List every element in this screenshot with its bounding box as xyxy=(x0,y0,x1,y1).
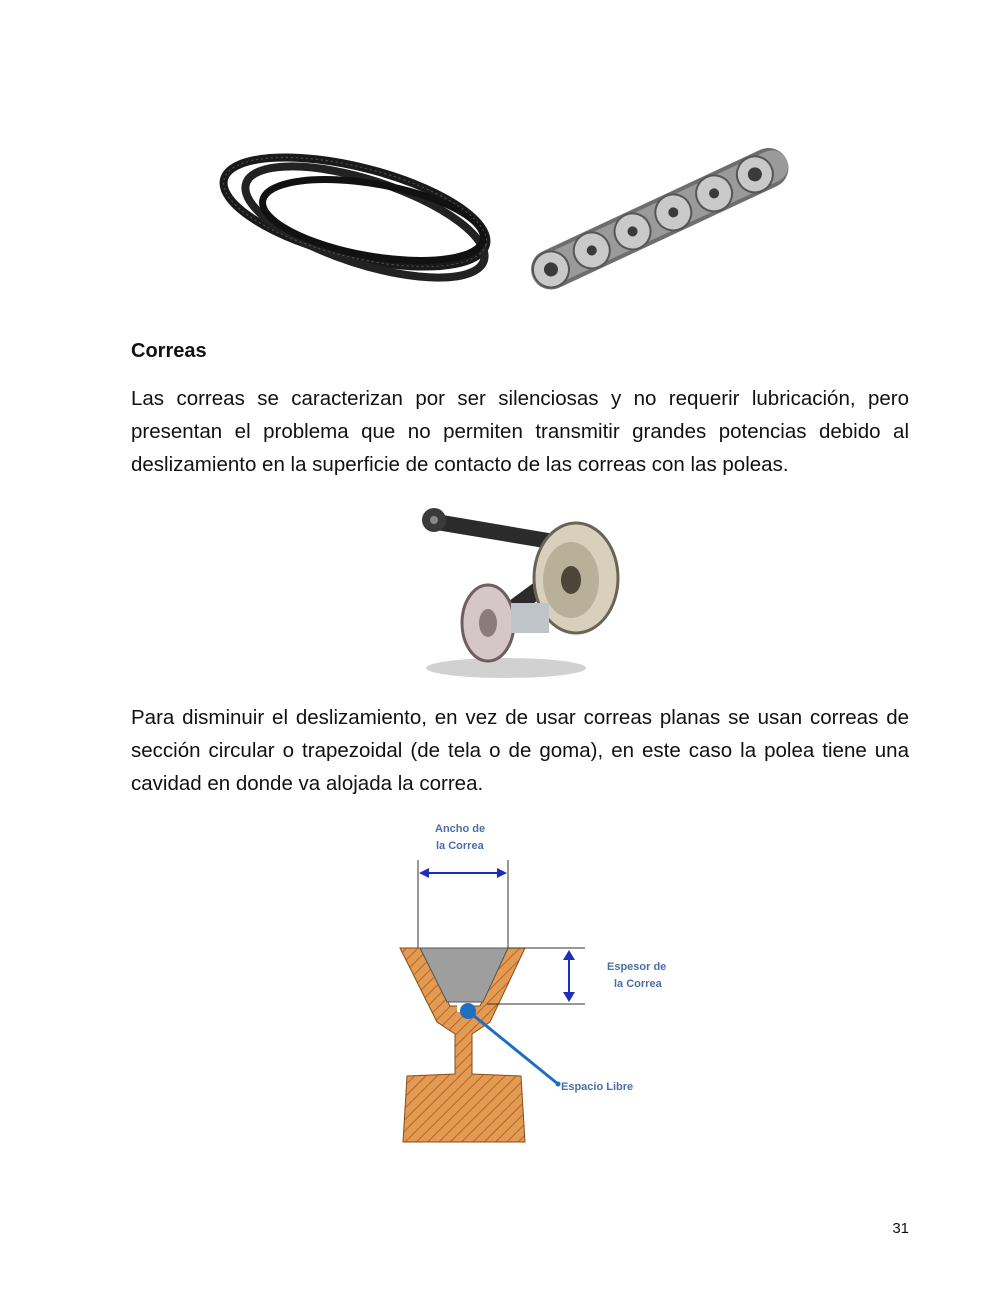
belt-pulley-image xyxy=(416,498,626,688)
width-label-line1: Ancho de xyxy=(435,823,486,835)
page-number: 31 xyxy=(892,1220,909,1237)
free-space-leader xyxy=(468,1011,558,1084)
timing-belt-image xyxy=(215,150,500,290)
section-heading: Correas xyxy=(131,340,207,362)
roller-chain-image xyxy=(510,138,805,303)
thickness-label-line1: Espesor de xyxy=(607,961,667,973)
free-space-label: Espacio Libre xyxy=(561,1081,634,1093)
width-label-line2: la Correa xyxy=(436,840,484,852)
v-belt-diagram xyxy=(395,812,695,1152)
paragraph-trapezoidal: Para disminuir el deslizamiento, en vez de usar correas planas se usan correas de sección circular o trapezoidal (de tela o de goma), en este caso la polea tiene una cavidad en donde va alojada la correa. xyxy=(131,706,909,795)
thickness-label-line2: la Correa xyxy=(614,978,662,990)
paragraph-belts: Las correas se caracterizan por ser silenciosas y no requerir lubricación, pero presentan el problema que no permiten transmitir grandes potencias debido al deslizamiento en la superficie de contacto de las correas con las poleas. xyxy=(131,387,909,476)
